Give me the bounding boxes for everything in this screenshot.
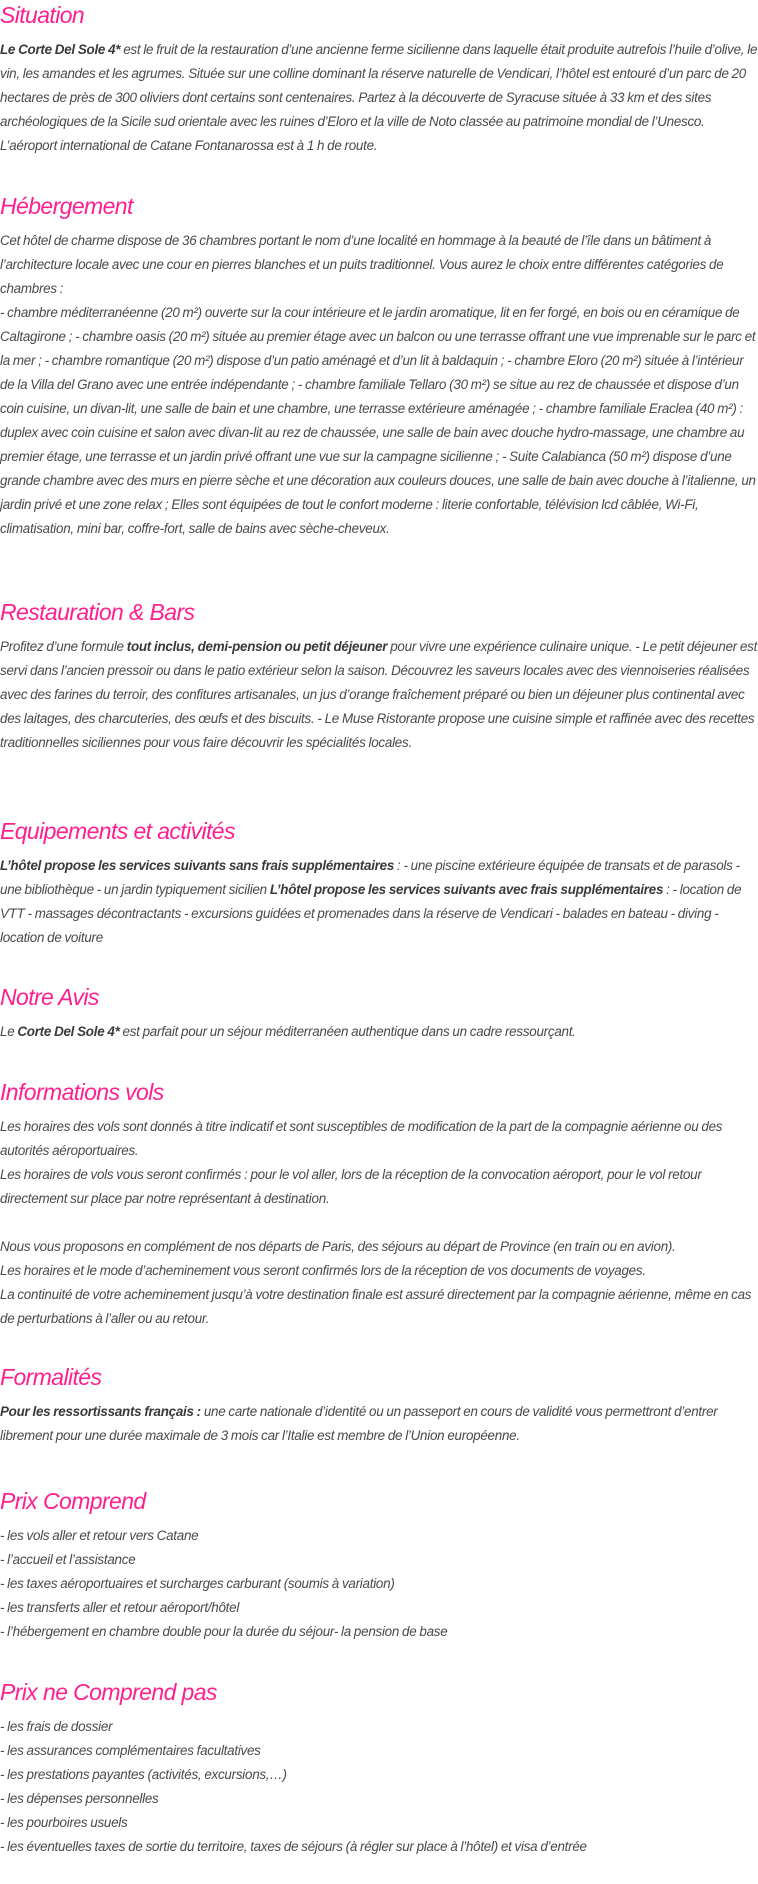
section-hebergement [0,191,758,541]
list-item: - les taxes aéroportuaires et surcharges carburant (soumis à variation) [0,1576,395,1591]
vols-paragraph-3: Nous vous proposons en complément de nos départs de Paris, des séjours au départ de Province (en train ou en avion). [0,1239,676,1254]
spacer [0,1211,758,1235]
prix-ne-comprend-pas-body [0,1715,758,1859]
situation-text: est le fruit de la restauration d’une ancienne ferme sicilienne dans laquelle était produite autrefois l’huile d’olive, le vin, les amandes et les agrumes. Située sur une colline dominant la réserve naturelle de Vendicari, l’hôtel est entouré d’un parc de 20 hectares de près de 300 oliviers dont certains sont centenaires. Partez à la découverte de Syracuse située à 33 km et des sites archéologiques de la Sicile sud orientale avec les ruines d’Eloro et la ville de Noto classée au patrimoine mondial de l’Unesco. L’aéroport international de Catane Fontanarossa est à 1 h de route. [0,42,758,153]
list-item: - les pourboires usuels [0,1815,128,1830]
section-title-equipements: Equipements et activités [0,818,235,844]
list-item: - l’hébergement en chambre double pour la durée du séjour- la pension de base [0,1624,448,1639]
hebergement-rooms: - chambre méditerranéenne (20 m²) ouverte sur la cour intérieure et le jardin aromatique, lit en fer forgé, en bois ou en céramique de Caltagirone ; - chambre oasis (20 m²) située au premier étage avec un balcon ou une terrasse offrant une vue imprenable sur le parc et la mer ; - chambre romantique (20 m²) dispose d’un patio aménagé et d’un lit à baldaquin ; - chambre Eloro (20 m²) située à l’intérieur de la Villa del Grano avec une entrée indépendante ; - chambre familiale Tellaro (30 m²) se situe au rez de chaussée et dispose d’un coin cuisine, un divan-lit, une salle de bain et une chambre, une terrasse extérieure aménagée ; - chambre familiale Eraclea (40 m²) : duplex avec coin cuisine et salon avec divan-lit au rez de chaussée, une salle de bain avec douche hydro-massage, une chambre au premier étage, une terrasse et un jardin privé offrant une vue sur la campagne sicilienne ; - Suite Calabianca (50 m²) dispose d’une grande chambre avec des murs en pierre sèche et une décoration aux couleurs douces, une salle de bain avec douche à l’italienne, un jardin privé et une zone relax ; Elles sont équipées de tout le confort moderne : literie confortable, télévision lcd câblée, Wi-Fi, climatisation, mini bar, coffre-fort, salle de bains avec sèche-cheveux. [0,305,756,536]
equipements-body [0,854,758,950]
formalites-text: une carte nationale d’identité ou un passeport en cours de validité vous permettront d’entrer librement pour une durée maximale de 3 mois car l’Italie est membre de l’Union européenne. [0,1404,718,1443]
list-item: - les vols aller et retour vers Catane [0,1528,199,1543]
vols-body [0,1115,758,1331]
section-situation [0,0,758,158]
vols-paragraph-5: La continuité de votre acheminement jusqu’à votre destination finale est assuré directement par la compagnie aérienne, même en cas de perturbations à l’aller ou au retour. [0,1287,752,1326]
list-item: - les dépenses personnelles [0,1791,159,1806]
prix-comprend-body [0,1524,758,1644]
list-item: - les assurances complémentaires facultatives [0,1743,261,1758]
section-title-vols: Informations vols [0,1079,164,1105]
list-item: - les transferts aller et retour aéroport/hôtel [0,1600,240,1615]
list-item: - les prestations payantes (activités, excursions,…) [0,1767,287,1782]
formalites-body [0,1400,758,1448]
avis-hotel-name: Corte Del Sole 4* [17,1024,120,1039]
included-list [0,1524,758,1644]
restauration-formula: tout inclus, demi-pension ou petit déjeuner [126,639,388,654]
vols-paragraph-1: Les horaires des vols sont donnés à titre indicatif et sont susceptibles de modification de la part de la compagnie aérienne ou des autorités aéroportuaires. [0,1119,723,1158]
situation-body [0,38,758,158]
list-item: - les éventuelles taxes de sortie du territoire, taxes de séjours (à régler sur place à l’hôtel) et visa d’entrée [0,1839,587,1854]
section-title-restauration: Restauration & Bars [0,599,195,625]
section-title-prix-ne-comprend-pas: Prix ne Comprend pas [0,1679,217,1705]
avis-prefix: Le [0,1024,18,1039]
hotel-name: Le Corte Del Sole 4* [0,42,121,57]
section-equipements [0,816,758,950]
section-title-formalites: Formalités [0,1364,102,1390]
avis-body [0,1020,758,1044]
restauration-text-after: pour vivre une expérience culinaire unique. - Le petit déjeuner est servi dans l’ancien pressoir ou dans le patio extérieur selon la saison. Découvrez les saveurs locales avec des viennoiseries réalisées avec des farines du terroir, des confitures artisanales, un jus d’orange fraîchement préparé ou bien un déjeuner plus continental avec des laitages, des charcuteries, des œufs et des biscuits. - Le Muse Ristorante propose une cuisine simple et raffinée avec des recettes traditionnelles siciliennes pour vous faire découvrir les spécialités locales. [0,639,758,750]
section-prix-comprend [0,1486,758,1644]
paid-services-list: : - location de VTT - massages décontractants - excursions guidées et promenades dans la réserve de Vendicari - balades en bateau - diving - location de voiture [0,882,742,945]
restauration-body [0,635,758,755]
free-services-label: L’hôtel propose les services suivants sans frais supplémentaires [0,858,395,873]
section-avis [0,982,758,1044]
hebergement-intro: Cet hôtel de charme dispose de 36 chambres portant le nom d’une localité en hommage à la beauté de l’île dans un bâtiment à l’architecture locale avec une cour en pierres blanches et un puits traditionnel. Vous aurez le choix entre différentes catégories de chambres : [0,233,724,296]
vols-paragraph-2: Les horaires de vols vous seront confirmés : pour le vol aller, lors de la réception de la convocation aéroport, pour le vol retour directement sur place par notre représentant à destination. [0,1167,702,1206]
list-item: - l’accueil et l’assistance [0,1552,136,1567]
section-title-hebergement: Hébergement [0,193,133,219]
section-title-prix-comprend: Prix Comprend [0,1488,146,1514]
paid-services-label: L’hôtel propose les services suivants avec frais supplémentaires [269,882,664,897]
section-restauration [0,597,758,755]
restauration-text-before: Profitez d’une formule [0,639,127,654]
formalites-label: Pour les ressortissants français : [0,1404,201,1419]
section-title-avis: Notre Avis [0,984,99,1010]
section-prix-ne-comprend-pas [0,1677,758,1859]
section-formalites [0,1362,758,1448]
hebergement-body [0,229,758,541]
vols-paragraph-4: Les horaires et le mode d’acheminement vous seront confirmés lors de la réception de vos documents de voyages. [0,1263,646,1278]
section-title-situation: Situation [0,2,85,28]
list-item: - les frais de dossier [0,1719,113,1734]
section-vols [0,1077,758,1331]
free-services-list: : - une piscine extérieure équipée de transats et de parasols - une bibliothèque - un jardin typiquement sicilien [0,858,740,897]
avis-text: est parfait pour un séjour méditerranéen authentique dans un cadre ressourçant. [119,1024,576,1039]
excluded-list [0,1715,758,1859]
